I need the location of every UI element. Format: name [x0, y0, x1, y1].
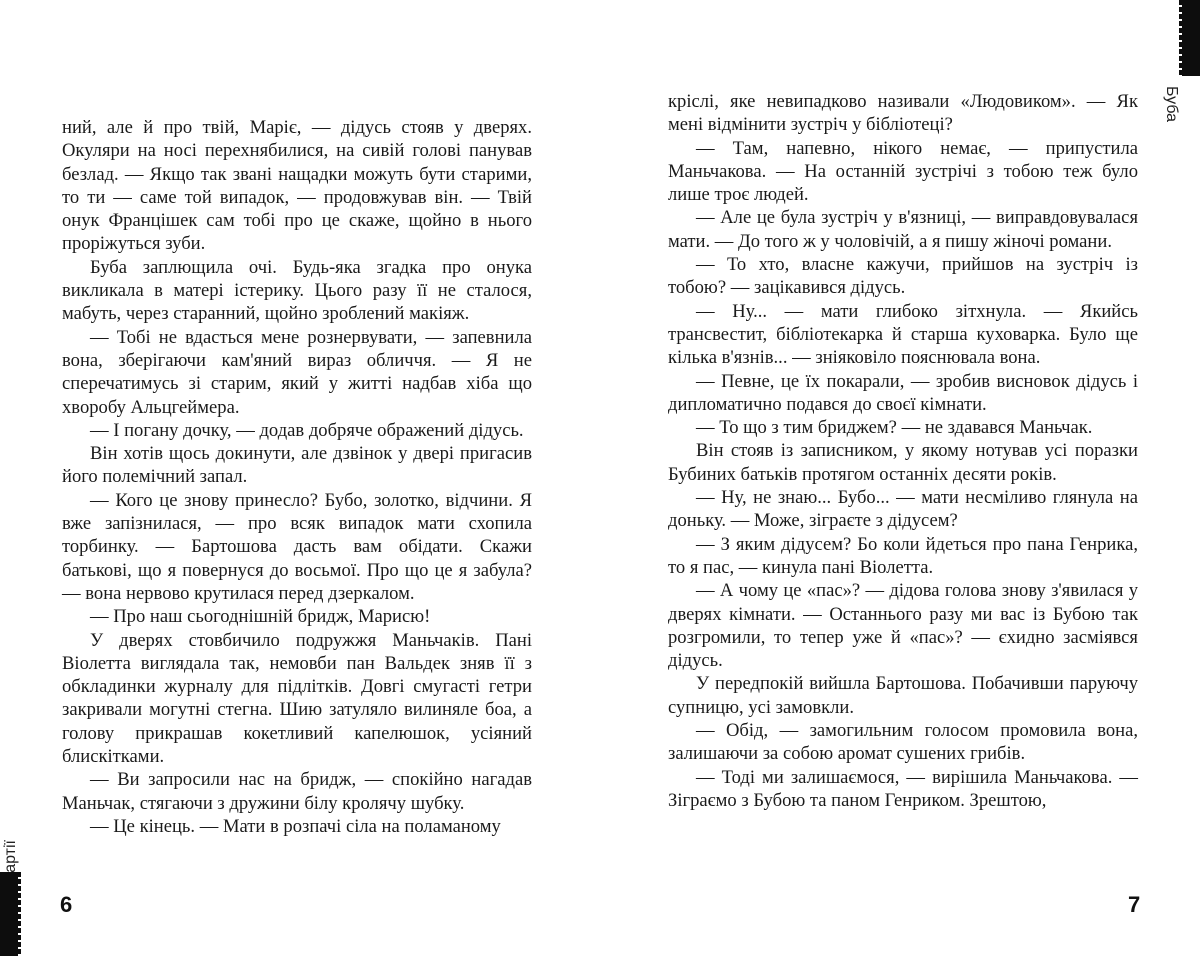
paragraph: — Ну... — мати глибоко зітхнула. — Якийсь трансвестит, бібліотекарка й старша куховарка. Було ще кілька в'язнів... — зніяковіло пояснювала вона. — [668, 300, 1138, 369]
paragraph: У дверях стовбичило подружжя Маньчаків. Пані Віолетта виглядала так, немовби пан Вальдек зняв її з обкладинки журналу для підлітків. Довгі смугасті гетри закривали могутні стегна. Шию затуляло вилиняле боа, а голову прикрашав кокетливий капелюшок, усіяний блискітками. — [62, 629, 532, 768]
paragraph: — Кого це знову принесло? Бубо, золотко, відчини. Я вже запізнилася, — про всяк випадок мати схопила торбинку. — Бартошова дасть вам обідати. Скажи батькові, що я повернуся до восьмої. Про що це я забула? — вона нервово крутилася перед дзеркалом. — [62, 489, 532, 604]
paragraph: ний, але й про твій, Маріє, — дідусь стояв у дверях. Окуляри на носі перехнябилися, на сивій голові панував безлад. — Якщо так звані нащадки можуть бути старими, то ти — саме той випадок, — продовжував він. — Твій онук Францішек сам тобі про це скаже, щойно в нього проріжуться зуби. — [62, 117, 532, 255]
paragraph: — Тоді ми залишаємося, — вирішила Маньчакова. — Зіграємо з Бубою та паном Генриком. Зрештою, — [668, 766, 1138, 811]
paragraph: У передпокій вийшла Бартошова. Побачивши паруючу супницю, усі замовкли. — [668, 673, 1138, 718]
paragraph: Він хотів щось докинути, але дзвінок у двері пригасив його полемічний запал. — [62, 443, 532, 488]
paragraph: — Ви запросили нас на бридж, — спокійно нагадав Маньчак, стягаючи з дружини білу кролячу шубку. — [62, 769, 532, 814]
paragraph: — Ну, не знаю... Бубо... — мати несміливо глянула на доньку. — Може, зіграєте з дідусем? — [668, 487, 1138, 532]
paragraph: — Певне, це їх покарали, — зробив висновок дідусь і дипломатично подався до своєї кімнати. — [668, 370, 1138, 415]
paragraph: — Обід, — замогильним голосом промовила вона, залишаючи за собою аромат сушених грибів. — [668, 720, 1138, 765]
page-number: 6 — [60, 892, 73, 917]
paragraph: — А чому це «пас»? — дідова голова знову з'явилася у дверях кімнати. — Останнього разу ми вас із Бубою так розгромили, то тепер уже й «пас»? — єхидно засміявся дідусь. — [668, 580, 1138, 672]
right-page — [600, 0, 1200, 956]
paragraph: — З яким дідусем? Бо коли йдеться про пана Генрика, то я пас, — кинула пані Віолетта. — [668, 533, 1138, 578]
paragraph: кріслі, яке невипадково називали «Людовиком». — Як мені відмінити зустріч у бібліотеці? — [668, 91, 1138, 136]
paragraph: Він стояв із записником, у якому нотував усі поразки Бубиних батьків протягом останніх десяти років. — [668, 440, 1138, 485]
thumb-index-mark — [0, 872, 18, 956]
left-page-text — [62, 116, 532, 838]
paragraph: — Про наш сьогоднішній бридж, Марисю! — [90, 606, 431, 628]
thumb-index-mark — [1182, 0, 1200, 76]
running-head-text: Буба — [1163, 86, 1180, 123]
paragraph: — Тобі не вдасться мене рознервувати, — запевнила вона, зберігаючи кам'яний вираз обличчя. — Я не сперечатимусь зі старим, який у житті надбав хіба що хворобу Альцгеймера. — [62, 326, 532, 418]
running-head-right — [1163, 86, 1200, 123]
paragraph: — Але це була зустріч у в'язниці, — виправдовувалася мати. — До того ж у чоловічій, а я пишу жіночі романи. — [668, 207, 1138, 252]
running-head-left — [0, 840, 16, 856]
paragraph: — То хто, власне кажучи, прийшов на зустріч із тобою? — зацікавився дідусь. — [668, 254, 1138, 299]
paragraph: Буба заплющила очі. Будь-яка згадка про онука викликала в матері істерику. Цього разу її не сталося, мабуть, через старанний, щойно зроблений макіяж. — [62, 256, 532, 325]
paragraph: — І погану дочку, — додав добряче ображений дідусь. — [90, 419, 524, 441]
paragraph: — То що з тим бриджем? — не здавався Маньчак. — [696, 417, 1093, 439]
paragraph: — Це кінець. — Мати в розпачі сіла на поламаному — [90, 815, 501, 837]
paragraph: — Там, напевно, нікого немає, — припустила Маньчакова. — На останній зустрічі з тобою теж було лише троє людей. — [668, 137, 1138, 206]
right-page-text — [668, 90, 1138, 812]
page-number: 7 — [1128, 892, 1141, 917]
